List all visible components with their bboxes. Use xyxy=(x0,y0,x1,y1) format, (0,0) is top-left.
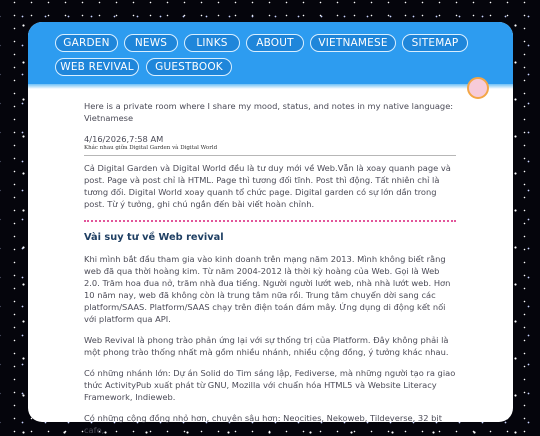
nav-guestbook-button[interactable]: GUESTBOOK xyxy=(146,58,232,76)
divider-line xyxy=(84,155,456,156)
paragraph: Khi mình bắt đầu tham gia vào kinh doanh trên mạng năm 2013. Mình không biết rằng web đã qua thời hoàng kim. Từ năm 2004-2012 là thời kỳ hoàng của Web. Gọi là Web 2.0. Trăm hoa đua nở, trăm nhà đua tiếng. Người người lướt web, nhà nhà lướt web. Hơn 10 năm nay, web đã không còn là trung tâm nữa rồi. Trung tâm chuyển dời sang các platform/SAAS. Platform/SAAS chạy trên điện toán đám mây. Ứng dụng di động kết nối với platform qua API. xyxy=(84,254,451,324)
site-header xyxy=(28,22,513,84)
post-datetime: 4/16/2026,7:58 AM xyxy=(84,134,164,144)
dotted-divider xyxy=(84,220,456,222)
nav-about-button[interactable]: ABOUT xyxy=(246,34,304,52)
post-summary: Cả Digital Garden và Digital World đều là tư duy mới về Web.Vẫn là xoay quanh page và post. Page và post chỉ là HTML. Page thì tương đối tĩnh. Post thì động. Tất nhiên chỉ là tương đối. Digital World xoay quanh tổ chức page. Digital garden có sự lớn dần trong post. Từ ý tưởng, ghi chú ngắn đến bài viết hoàn chỉnh. xyxy=(84,163,451,209)
nav-links-button[interactable]: LINKS xyxy=(184,34,240,52)
intro-text: Here is a private room where I share my mood, status, and notes in my native language: Vietnamese xyxy=(84,101,454,123)
decorative-pink-circle xyxy=(467,77,489,99)
nav-news-button[interactable]: NEWS xyxy=(124,34,178,52)
nav-sitemap-button[interactable]: SITEMAP xyxy=(402,34,468,52)
nav-vietnamese-button[interactable]: VIETNAMESE xyxy=(310,34,396,52)
post-subtitle: Khác nhau giữa Digital Garden và Digital World xyxy=(84,145,218,151)
paragraph: Web Revival là phong trào phản ứng lại với sự thống trị của Platform. Đây không phải là một phong trào thống nhất mà gồm nhiều nhánh, nhiều cộng đồng, ý tưởng khác nhau. xyxy=(84,335,449,357)
paragraph: Có những nhánh lớn: Dự án Solid do Tim sáng lập, Fediverse, mà những người tạo ra giao thức ActivityPub xuất phát từ GNU, Mozilla với chuẩn hóa HTML5 và Website Literacy Framework, Indieweb. xyxy=(84,368,456,402)
section-title: Vài suy tư về Web revival xyxy=(84,232,224,243)
paragraph: Có những cộng đồng nhỏ hơn, chuyên sâu hơn: Neocities, Nekoweb, Tildeverse, 32 bit cafe, xyxy=(84,413,442,435)
page-container xyxy=(28,22,513,435)
nav-web-revival-button[interactable]: WEB REVIVAL xyxy=(55,58,139,76)
nav-garden-button[interactable]: GARDEN xyxy=(55,34,118,52)
post-content xyxy=(84,100,456,436)
